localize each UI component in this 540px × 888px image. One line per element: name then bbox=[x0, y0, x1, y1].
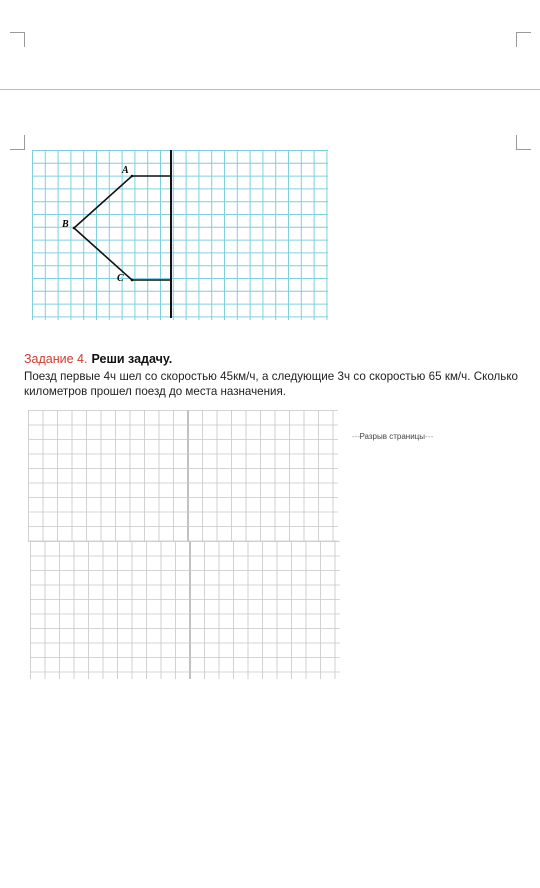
page-break-label: Разрыв страницы bbox=[359, 432, 425, 441]
point-c bbox=[131, 279, 134, 282]
page-break-marker bbox=[352, 432, 432, 441]
grid-figure bbox=[32, 150, 328, 320]
task-heading bbox=[24, 352, 518, 367]
answer-grid-1 bbox=[28, 410, 338, 547]
point-b bbox=[73, 227, 76, 230]
point-c-label: C bbox=[117, 273, 124, 284]
point-a bbox=[131, 175, 134, 178]
point-a-label: A bbox=[122, 165, 129, 176]
answer-grid-2-lines bbox=[30, 541, 340, 679]
answer-grid-2 bbox=[30, 541, 340, 684]
page-break-dash-right: - - - bbox=[425, 432, 433, 441]
page-separator bbox=[0, 89, 540, 90]
point-b-label: B bbox=[62, 219, 69, 230]
task-command: Реши задачу. bbox=[91, 352, 173, 366]
task-number: Задание 4. bbox=[24, 352, 88, 366]
crop-mark-bottom-right bbox=[516, 135, 531, 150]
crop-mark-top-left bbox=[10, 32, 25, 47]
answer-grid-1-lines bbox=[28, 410, 338, 542]
task-block bbox=[24, 352, 518, 399]
crop-mark-top-right bbox=[516, 32, 531, 47]
figure-drawing bbox=[32, 150, 328, 320]
figure-grid-lines bbox=[32, 150, 328, 320]
task-text: Поезд первые 4ч шел со скоростью 45км/ч, а следующие 3ч со скоростью 65 км/ч. Сколько километров прошел поезд до места назначения. bbox=[24, 370, 518, 398]
crop-mark-bottom-left bbox=[10, 135, 25, 150]
page-break-dash-left: - - - bbox=[352, 432, 360, 441]
